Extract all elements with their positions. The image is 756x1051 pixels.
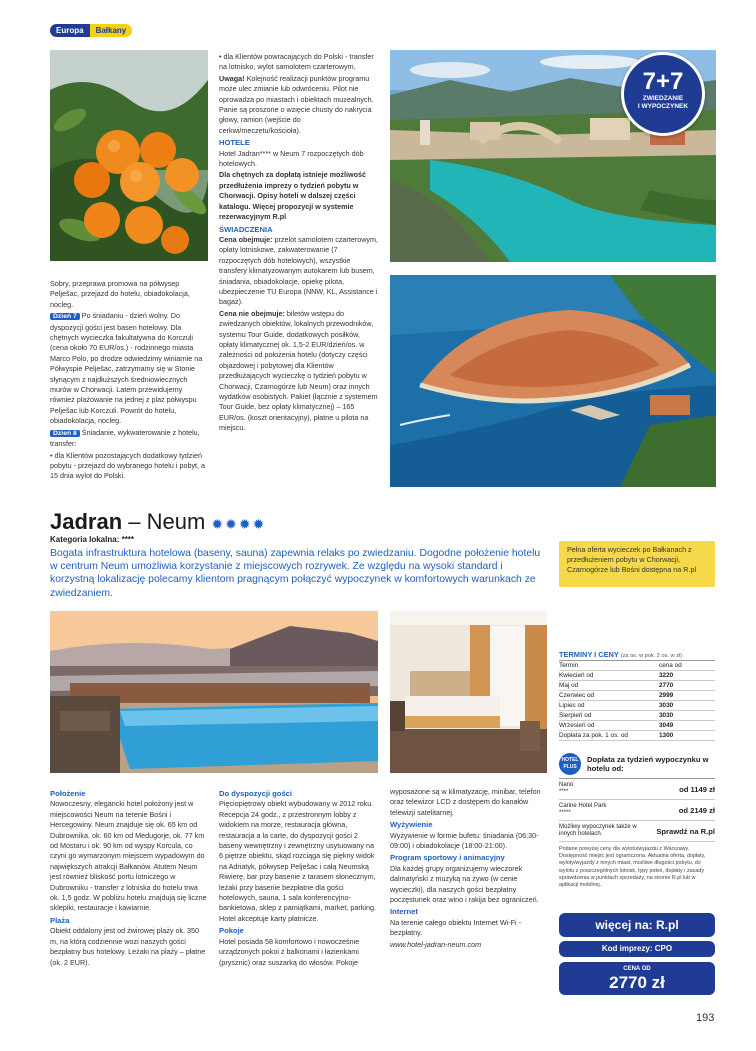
- hotele-heading: HOTELE: [219, 138, 250, 148]
- tag-balkany[interactable]: Bałkany: [90, 24, 133, 37]
- more-on-rpl-button[interactable]: więcej na: R.pl: [559, 913, 715, 937]
- terms-subtitle: (za os. w pok. 2 os. w zł): [620, 653, 682, 659]
- dubrovnik-photo: [390, 275, 716, 487]
- terms-header-term: Termin: [559, 662, 579, 669]
- table-row: [559, 701, 715, 711]
- terms-header-price: cena od: [659, 662, 682, 669]
- day7-text: Po śniadaniu - dzień wolny. Do dyspozycji gości jest basen hotelowy. Dla chętnych wycieczka fakultatywna do Korczuli (cena około 70 EUR/os.) - rodzinnego miasta Marco Polo, po drodze odwiedzimy winiarnie na Półwyspie Pelješac, zatrzymamy się w Stonie słynącym z najdłuższych średniowiecznych murów w Chorwacji. Latem przewidujemy również plażowanie na jednej z plaż półwyspu Pelješac lub Korczuli. Powrót do hotelu, obiadokolacja, nocleg.: [50, 311, 203, 426]
- term-cell: Dopłata za pok. 1 os. od: [559, 732, 628, 739]
- hotel-desc-column-3: [390, 787, 547, 951]
- table-row: [559, 671, 715, 681]
- cena-nie-obejmuje-text: biletów wstępu do zwiedzanych obiektów, lokalnych przewodników, systemu Tour Guide, dodatkowych posiłków, opłaty klimatycznej ok. 1,5-2 EUR/dzień/os. w zależności od położenia hotelu (dotyczy części objazdowej i pobytowej dla Klientów przedłużających wycieczkę o tydzień pobytu w Chorwacji, Czarnogórze lub Neum) oraz innych wydatków osobistych. Pakiet (łącznie z systemem Tour Guide, bez opłaty klimatycznej) – 165 EUR/os. (koszt orientacyjny), płatne u pilota na miejscu.: [219, 308, 378, 433]
- room-photo: [390, 611, 547, 773]
- uwaga-label: Uwaga!: [219, 73, 245, 83]
- hotel-place: – Neum: [122, 509, 212, 534]
- plus-hotel-name: Możliwy wypoczynek także w innych hotelach.: [559, 824, 637, 837]
- uwaga-text: Kolejność realizacji punktów programu może ulec zmianie lub odwróceniu. Pilot nie oprowadza po miastach i obiektach muzealnych. Panie są proszone o wzięcie chusty do nakrycia głowy, ramion (wejście do cerkwi/meczetu/kościoła).: [219, 73, 374, 135]
- term-cell: Maj od: [559, 682, 579, 689]
- price-cell: 3220: [659, 672, 674, 679]
- col2-p1: • dla Klientów powracających do Polski - transfer na lotnisko, wylot samolotem czarterowym.: [219, 52, 374, 72]
- day8-text: Śniadanie, wykwaterowanie z hotelu, transfer:: [50, 427, 200, 449]
- day8-paragraph: [50, 428, 208, 450]
- table-row: [559, 691, 715, 701]
- hotel-plus-box: [559, 753, 715, 889]
- wyzywienie-heading: Wyżywienie: [390, 820, 433, 830]
- hotele-extension: Dla chętnych za dopłatą istnieje możliwość przedłużenia imprezy o tydzień pobytu w Chorwacji. Opisy hoteli w dalszej części katalogu. Więcej propozycji w systemie rezerwacyjnym R.pl: [219, 170, 366, 222]
- day8-label: Dzień 8: [50, 430, 80, 437]
- pokoje-text: Hotel posiada 58 komfortowo i nowocześnie urządzonych pokoi z balkonami i łazienkami (prysznic) oraz suszarką do włosów. Pokoje: [219, 936, 360, 967]
- price-cell: 2999: [659, 692, 674, 699]
- internet-heading: Internet: [390, 907, 418, 917]
- plus-hotel-name: Nano: [559, 782, 574, 788]
- polozenie-heading: Położenie: [50, 789, 86, 798]
- pool-photo: [50, 611, 378, 773]
- cena-nie-obejmuje-label: Cena nie obejmuje:: [219, 308, 285, 318]
- cena-obejmuje-text: przelot samolotem czarterowym, opłaty lotniskowe, zakwaterowanie (7 rozpoczętych dób hotelowych), wszystkie transfery klimatyzowanym autokarem lub busem, śniadania, obiadokolacje, opiekę pilota, ubezpieczenie TU Europa (NNW, KL, Assistance i bagaż).: [219, 234, 378, 307]
- hotel-intro: Bogata infrastruktura hotelowa (baseny, sauna) zapewnia relaks po zwiedzaniu. Dogodne położenie hotelu w centrum Neum umożliwia korzystanie z miejscowych rozrywek. Ze względu na wysoki standard i korzystną lokalizację polecamy klientom pragnącym połączyć wypoczynek w komfortowych warunkach ze zwiedzaniem.: [50, 548, 541, 599]
- cena-obejmuje-paragraph: [219, 235, 379, 308]
- plus-hotel-price: od 1149 zł: [679, 784, 715, 794]
- plus-hotel-info: [559, 782, 573, 796]
- hotel-plus-header: [559, 753, 715, 779]
- pokoje-heading: Pokoje: [219, 926, 244, 936]
- terms-title-text: TERMINY I CENY: [559, 650, 619, 659]
- term-cell: Lipiec od: [559, 702, 585, 709]
- price-from-label: CENA OD: [623, 966, 651, 972]
- hotele-text: Hotel Jadran**** w Neum 7 rozpoczętych dób hotelowych.: [219, 148, 364, 169]
- term-cell: Wrzesień od: [559, 722, 595, 729]
- zwiedzanie-wypoczynek-badge: [621, 52, 705, 136]
- hotel-plus-title: Dopłata za tydzień wypoczynku w hotelu od:: [587, 754, 709, 773]
- price-from-badge: [559, 962, 715, 995]
- hotel-category: Kategoria lokalna: ****: [50, 535, 135, 544]
- price-cell: 3030: [659, 712, 674, 719]
- program-column-2: [219, 52, 379, 435]
- program-column-1: [50, 279, 208, 483]
- plus-hotel-info: [559, 803, 606, 817]
- cena-nie-obejmuje-paragraph: [219, 309, 379, 434]
- day7-label: Dzień 7: [50, 313, 80, 320]
- price-cell: 3030: [659, 702, 674, 709]
- cena-obejmuje-label: Cena obejmuje:: [219, 234, 273, 244]
- program-heading: Program sportowy i animacyjny: [390, 853, 505, 863]
- tag-europa[interactable]: Europa: [50, 24, 90, 37]
- plus-hotel-name: Carine Hotel Park: [559, 803, 607, 809]
- terms-header-row: [559, 661, 715, 671]
- internet-text: Na terenie całego obiektu Internet Wi-Fi - bezpłatny.: [390, 917, 522, 938]
- table-row: [559, 731, 715, 741]
- price-cell: 2770: [659, 682, 674, 689]
- hotel-desc-column-1: [50, 787, 208, 969]
- price-from-value: 2770 zł: [609, 973, 665, 992]
- term-cell: Kwiecień od: [559, 672, 594, 679]
- program-text: Dla każdej grupy organizujemy wieczorek dalmatyński z muzyką na żywo (w cenie wycieczki), dla naszych gości bezpłatny poczęstunek oraz wino i rakija bez ograniczeń.: [390, 863, 539, 905]
- wyzywienie-text: Wyżywienie w formie bufetu: śniadania (06:30-09:00) i obiadokolacje (18:00-21:00).: [390, 830, 539, 851]
- page-number: 193: [696, 1012, 715, 1024]
- list-item: [559, 779, 715, 800]
- dyspozycja-heading: Do dyspozycji gości: [219, 789, 293, 798]
- col1-p1: Sobry, przeprawa promowa na półwysep Pelješac, przejazd do hotelu, obiadokolacja, nocleg.: [50, 279, 190, 309]
- terms-title: [559, 650, 715, 661]
- hotel-desc-column-2: [219, 787, 379, 969]
- term-cell: Czerwiec od: [559, 692, 595, 699]
- trip-code-badge: Kod imprezy: CPO: [559, 941, 715, 957]
- badge-line1: ZWIEDZANIE: [642, 95, 684, 102]
- col1-p-last: • dla Klientów pozostających dodatkowy tydzień pobytu - przejazd do wybranego hotelu i pobyt, a 15 dnia wylot do Polski.: [50, 450, 206, 481]
- list-item: [559, 821, 715, 842]
- pokoje-cont-text: wyposażone są w klimatyzację, minibar, telefon oraz telewizor LCD z dostępem do kanałów telewizji satelitarnej.: [390, 787, 541, 817]
- polozenie-text: Nowoczesny, elegancki hotel położony jest w miejscowości Neum na terenie Bośni i Hercegowiny. Neum znajduje się ok. 65 km od Dubrownika, ok. 60 km od Medugorje, ok. 77 km od Mostaru i ok. 90 km od wyspy Korcula, co czyni go wymarzonym miejscem wypadowym do największych atrakcji Bałkanów. Atutem Neum jest również bliskość portu lotniczego w Dubrowniku - transfer z lotniska do hotelu trwa ok. 1,5 godz. W pobliżu hotelu znajdują się liczne sklepiki, restauracje i kawiarnie.: [50, 799, 207, 913]
- table-row: [559, 721, 715, 731]
- price-cell: 1300: [659, 732, 674, 739]
- table-row: [559, 681, 715, 691]
- table-row: [559, 711, 715, 721]
- oranges-photo: [50, 50, 208, 261]
- badge-number: 7+7: [642, 68, 684, 95]
- offer-info-box: Pełna oferta wycieczek po Bałkanach z przedłużeniem pobytu w Chorwacji, Czarnogórze lub Bośni dostępna na R.pl: [559, 541, 715, 587]
- price-disclaimer: Podane powyżej ceny dla wylotu/wyjazdu z Warszawy. Dostępność miejsc jest ograniczona. Aktualna oferta, dopłaty, wyloty/wyjazdy z innych miast, możliwe długości pobytu, do wylotu z poszczególnych lotnisk, typy pokoi, dopłaty i zasady sprawdzenia w punktach sprzedaży, na stronie R.pl lub w aplikacji mobilnej.: [559, 846, 706, 889]
- list-item: [559, 800, 715, 821]
- plaza-text: Obiekt oddalony jest od żwirowej plaży ok. 350 m, na którą codziennie wozi naszych gości bezpłatny bus hotelowy. Leżaki na plaży – płatne (ok. 2 EUR).: [50, 926, 206, 967]
- swiadczenia-heading: ŚWIADCZENIA: [219, 224, 273, 234]
- badge-line2: I WYPOCZYNEK: [637, 103, 689, 110]
- price-cell: 3049: [659, 722, 674, 729]
- dyspozycja-text: Pięciopiętrowy obiekt wybudowany w 2012 roku. Recepcja 24 godz., z przestronnym lobby z widokiem na morze, restauracja główna, restauracja a la carte, do dyspozycji gości 2 baseny wewnętrzny i zewnętrzny usytuowany na 6 piętrze obiektu, skąd rozciąga się piękny widok na Adriatyk, półwysep Pelješac i całą Neumską Riwierę, bar przy basenie z tarasem słonecznym, leżaki przy basenie bezpłatne dla gości hotelowych, sauna, 1 sala konferencyjno-bankietowa, sklep z pamiątkami, market, parking. Hotel akceptuje karty płatnicze.: [219, 799, 376, 923]
- hotel-plus-logo-icon: HOTEL PLUS: [559, 753, 581, 775]
- terms-table: [559, 650, 715, 741]
- plus-hotel-stars: ****: [559, 789, 569, 795]
- hotel-website-link[interactable]: www.hotel-jadran-neum.com: [390, 939, 482, 949]
- hotel-title: [50, 509, 266, 535]
- plaza-heading: Plaża: [50, 915, 70, 925]
- region-tags: [50, 24, 132, 37]
- plus-hotel-price[interactable]: Sprawdź na R.pl: [656, 826, 715, 836]
- plus-hotel-stars: *****: [559, 810, 571, 816]
- hotel-name: Jadran: [50, 509, 123, 534]
- plus-hotel-price: od 2149 zł: [678, 805, 715, 815]
- day7-paragraph: [50, 311, 208, 426]
- hotel-stars: ✹✹✹✹: [211, 516, 267, 532]
- term-cell: Sierpień od: [559, 712, 592, 719]
- uwaga-paragraph: [219, 74, 379, 136]
